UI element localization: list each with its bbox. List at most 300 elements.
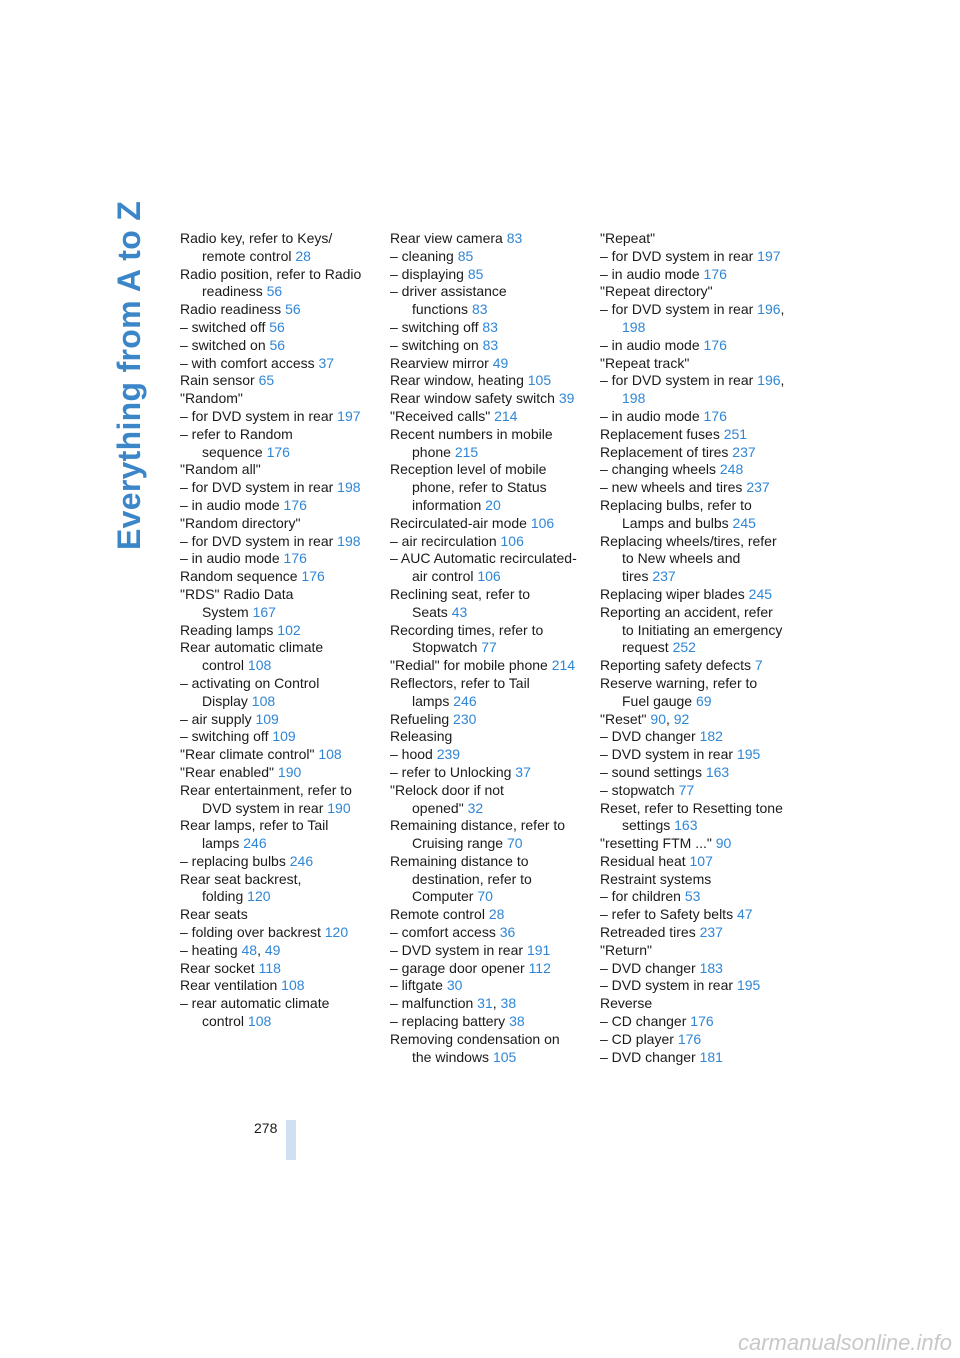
index-entry [600,604,788,657]
page-link[interactable]: 120 [324,924,349,941]
page-link[interactable]: 120 [247,888,271,905]
page-link[interactable]: 109 [272,728,296,745]
page-link[interactable]: 83 [482,318,498,335]
index-column-1 [180,230,368,1031]
page-link[interactable]: 196 [757,301,781,318]
index-entry-text: Remaining distance, refer to Cruising range [390,817,566,852]
index-entry-text: – DVD system in rear [390,941,524,958]
page-link[interactable]: 237 [699,924,723,941]
page-link[interactable]: 176 [283,550,307,567]
index-entry [180,728,368,746]
index-entry-text: – for DVD system in rear [600,247,754,264]
index-entry: – malfunction 31, 38 [390,995,517,1012]
index-entry [600,871,788,889]
page-link[interactable]: 102 [277,621,301,638]
page-link[interactable]: 197 [757,247,781,264]
page-link[interactable]: 77 [678,781,695,798]
index-entry-text: – DVD changer [600,959,696,976]
page-link[interactable]: 106 [477,568,501,585]
page-link[interactable]: 105 [492,1048,517,1065]
index-entry [180,764,368,782]
index-entry-text: "RDS" Radio Data System [180,585,294,620]
index-entry [390,942,578,960]
index-entry-text: "Repeat" [600,230,656,246]
index-entry-text: – DVD system in rear [600,746,734,763]
index-entry [390,426,578,462]
page-link[interactable]: 176 [301,568,325,585]
page-link[interactable]: 190 [277,763,302,780]
page-link[interactable]: 37 [318,354,335,371]
index-entry [180,319,368,337]
page-link[interactable]: 246 [243,835,267,852]
page-link[interactable]: 214 [551,657,576,674]
index-entry [390,817,578,853]
index-entry [180,960,368,978]
page-link[interactable]: 191 [526,941,551,958]
index-entry [600,426,788,444]
index-entry-text: – with comfort access [180,354,315,371]
page-link[interactable]: 198 [622,390,646,407]
index-entry [600,1049,788,1067]
page-link[interactable]: 36 [499,924,516,941]
index-entry [600,995,788,1013]
index-entry [180,586,368,622]
index-entry [180,301,368,319]
index-entry-text: – stopwatch [600,781,675,798]
index-entry-text: Replacing wheels/tires, refer to New wheels and tires [600,532,777,585]
page-link[interactable]: 176 [266,443,290,460]
page-number: 278 [254,1120,278,1136]
page-link[interactable]: 176 [703,336,727,353]
index-entry [390,977,578,995]
index-entry-text: – displaying [390,265,464,282]
page-link[interactable]: 251 [723,425,748,442]
index-entry-text: Retreaded tires [600,924,696,941]
index-entry [600,800,788,836]
page-link[interactable]: 176 [690,1013,714,1030]
page-link[interactable]: 106 [530,514,555,531]
page-link[interactable]: 38 [500,995,517,1012]
index-entry-text: Recording times, refer to Stopwatch [390,621,544,656]
page-link[interactable]: 77 [481,639,497,656]
index-entry [600,924,788,942]
index-entry-text: "Redial" for mobile phone [390,657,548,674]
index-entry-text: "Repeat track" [600,354,690,371]
index-entry-text: Rear window safety switch [390,390,555,407]
page-link[interactable]: 56 [269,318,285,335]
page-marker-bar [286,1120,296,1160]
index-entry-text: Refueling [390,710,450,727]
index-entry [390,337,578,355]
page-link[interactable]: 181 [699,1048,723,1065]
index-entry [600,977,788,995]
index-entry [600,960,788,978]
index-entry-text: Reading lamps [180,621,274,638]
index-entry-text: – refer to Random sequence [180,425,293,460]
page-link[interactable]: 195 [736,977,761,994]
page-link[interactable]: 245 [748,585,773,602]
index-entry [600,586,788,604]
page-link[interactable]: 108 [318,746,342,763]
index-entry [600,906,788,924]
index-entry [180,622,368,640]
index-entry-text: "Random" [180,390,243,407]
index-entry-text: "resetting FTM ..." [600,835,712,852]
index-entry-text: Reporting safety defects [600,657,751,674]
index-entry [390,372,578,390]
index-entry [180,924,368,942]
page-link[interactable]: 7 [754,657,763,674]
page-link[interactable]: 85 [457,247,474,264]
index-entry-text: – for DVD system in rear [600,372,754,389]
index-entry-text: – hood [390,746,433,763]
index-entry-text: – for DVD system in rear [600,301,754,318]
section-title: Everything from A to Z [111,200,147,550]
index-entry [600,888,788,906]
index-entry-text: "Return" [600,941,652,958]
index-entry [390,924,578,942]
page-link[interactable]: 106 [500,532,524,549]
index-entry [180,533,368,551]
index-entry [600,533,788,586]
index-entry-text: – rear automatic climate control [180,995,330,1030]
index-entry-text: Recent numbers in mobile phone [390,425,553,460]
page-link[interactable]: 118 [258,959,281,976]
index-entry [180,746,368,764]
index-entry: – heating 48, 49 [180,941,281,958]
page-link[interactable]: 252 [672,639,696,656]
page-link[interactable]: 176 [677,1030,702,1047]
page-link[interactable]: 108 [251,692,276,709]
page-link[interactable]: 176 [703,265,727,282]
index-entry [600,657,788,675]
index-entry-text: Remaining distance to destination, refer to Computer [390,852,532,905]
index-entry [180,675,368,711]
index-entry [180,355,368,373]
page-link[interactable]: 49 [264,941,281,958]
index-entry: – for DVD system in rear 196, 198 [600,301,785,335]
index-entry [390,533,578,551]
page-link[interactable]: 30 [446,977,463,994]
index-entry-text: – DVD system in rear [600,977,734,994]
index-entry-text: – in audio mode [180,550,280,567]
index-entry [390,550,578,586]
index-entry-text: – heating [180,941,238,958]
index-entry [600,355,788,373]
page-link[interactable]: 107 [689,852,713,869]
index-entry-text: Replacing wiper blades [600,585,745,602]
index-entry-text: Recirculated-air mode [390,514,527,531]
index-entry [390,960,578,978]
index-entry [390,853,578,906]
index-entry-text: Restraint systems [600,870,712,887]
index-entry-text: Residual heat [600,852,686,869]
index-entry [390,408,578,426]
index-entry-text: Rear seat backrest, folding [180,870,302,905]
page-link[interactable]: 214 [494,407,518,424]
index-entry-text: – for children [600,888,681,905]
page-link[interactable]: 182 [699,728,723,745]
index-entry-text: – switched off [180,318,266,335]
page-link[interactable]: 108 [247,1013,272,1030]
page-link[interactable]: 83 [506,230,523,246]
index-entry-text: Reflectors, refer to Tail lamps [390,674,530,709]
index-entry [180,390,368,408]
index-entry-text: – DVD changer [600,1048,696,1065]
index-entry-text: – liftgate [390,977,443,994]
index-entry-text: – refer to Unlocking [390,763,512,780]
index-entry [180,426,368,462]
index-entry [600,337,788,355]
index-entry [390,746,578,764]
index-entry-text: – cleaning [390,247,454,264]
page-link[interactable]: 237 [652,568,676,585]
page-link[interactable]: 70 [477,888,493,905]
page-link[interactable]: 39 [558,390,575,407]
index-entry-text: Rear view camera [390,230,503,246]
page-link[interactable]: 28 [488,906,505,923]
index-entry [390,711,578,729]
index-entry [600,728,788,746]
section-title-tab [106,200,152,550]
index-entry-text: – folding over backrest [180,924,321,941]
index-entry-text: – switching on [390,336,479,353]
index-entry-text: "Random directory" [180,514,301,531]
page-link[interactable]: 92 [673,710,690,727]
index-entry [180,711,368,729]
page-link[interactable]: 31 [477,995,493,1012]
index-entry [390,657,578,675]
index-entry [180,497,368,515]
index-entry-text: – comfort access [390,924,496,941]
index-entry [600,497,788,533]
index-entry-text: – in audio mode [600,336,700,353]
index-entry-text: "Reset" [600,710,647,727]
index-column-2 [390,230,578,1066]
index-entry-text: "Rear enabled" [180,763,275,780]
index-entry [180,568,368,586]
index-entry-text: – new wheels and tires [600,479,743,496]
index-entry-text: – switched on [180,336,266,353]
index-entry-text: Reporting an accident, refer to Initiating an emergency request [600,603,783,656]
page-link[interactable]: 198 [337,479,361,496]
page-link[interactable]: 197 [337,407,361,424]
index-entry [390,622,578,658]
page-link[interactable]: 163 [674,817,698,834]
page-link[interactable]: 190 [327,799,351,816]
page-link[interactable]: 248 [719,461,744,478]
page-link[interactable]: 246 [289,852,314,869]
page-link[interactable]: 85 [467,265,484,282]
index-entry-text: – AUC Automatic recirculated-air control [390,550,577,585]
page-link[interactable]: 198 [337,532,361,549]
index-entry [180,550,368,568]
index-entry [390,1013,578,1031]
index-entry [180,337,368,355]
index-entry [600,782,788,800]
index-entry [390,728,578,746]
page-link[interactable]: 176 [703,407,727,424]
page-link[interactable]: 245 [732,514,756,531]
index-entry [390,906,578,924]
page-link[interactable]: 215 [454,443,479,460]
index-entry-text: Rearview mirror [390,354,489,371]
page-link[interactable]: 90 [715,835,732,852]
page-link[interactable]: 38 [509,1013,525,1030]
page-link[interactable]: 48 [241,941,258,958]
page-link[interactable]: 37 [515,763,531,780]
index-entry-text: – CD player [600,1030,674,1047]
index-entry [390,230,578,248]
index-entry-text: – malfunction [390,995,474,1012]
index-entry [390,355,578,373]
index-entry: – for DVD system in rear 196, 198 [600,372,785,407]
page-link[interactable]: 43 [451,603,468,620]
page-link[interactable]: 28 [295,247,311,264]
page-link[interactable]: 195 [736,746,761,763]
page-link[interactable]: 239 [436,746,461,763]
index-entry-text: – sound settings [600,763,702,780]
page-link[interactable]: 49 [492,354,509,371]
index-entry-text: "Random all" [180,461,261,478]
page-link[interactable]: 47 [736,906,753,923]
index-entry [180,782,368,818]
index-entry [600,479,788,497]
index-entry [180,230,368,266]
index-entry-text: Replacement of tires [600,443,729,460]
index-entry-text: – air recirculation [390,532,497,549]
index-entry-text: Replacing bulbs, refer to Lamps and bulbs [600,496,752,531]
page-link[interactable]: 109 [255,710,279,727]
index-column-3 [600,230,788,1066]
index-entry-text: – in audio mode [600,407,700,424]
page-link[interactable]: 32 [467,799,484,816]
page-link[interactable]: 83 [471,301,488,318]
page-link[interactable]: 237 [746,479,770,496]
index-entry [390,266,578,284]
page-link[interactable]: 167 [252,603,276,620]
page-link[interactable]: 56 [269,336,286,353]
index-entry [180,266,368,302]
index-entry-text: Radio readiness [180,301,282,318]
index-entry-text: Random sequence [180,568,298,585]
index-entry [180,639,368,675]
index-entry [600,283,788,301]
index-entry [180,817,368,853]
index-entry [600,764,788,782]
index-entry-text: Reverse [600,995,653,1012]
index-entry [180,372,368,390]
index-entry [600,444,788,462]
page-link[interactable]: 69 [695,692,712,709]
index-entry-text: – garage door opener [390,959,525,976]
index-entry-text: Replacement fuses [600,425,720,442]
index-entry [600,746,788,764]
index-entry [180,995,368,1031]
page-link[interactable]: 163 [705,763,730,780]
index-entry [390,461,578,514]
page-link[interactable]: 83 [482,336,499,353]
index-entry-text: – CD changer [600,1013,687,1030]
index-entry: "Reset" 90, 92 [600,710,690,727]
index-entry-text: – refer to Safety belts [600,906,734,923]
index-entry-text: Rear window, heating [390,372,524,389]
page-link[interactable]: 108 [247,657,272,674]
index-entry-text: Radio position, refer to Radio readiness [180,265,362,300]
index-entry [390,1031,578,1067]
page-link[interactable]: 230 [453,710,477,727]
page-link[interactable]: 183 [699,959,723,976]
index-entry-text: Remote control [390,906,485,923]
index-entry [600,408,788,426]
page-link[interactable]: 176 [283,496,307,513]
index-entry-text: – replacing battery [390,1013,506,1030]
index-entry [180,906,368,924]
index-entry-text: – for DVD system in rear [180,479,334,496]
index-entry-text: Rear ventilation [180,977,278,994]
page-link[interactable]: 20 [485,496,501,513]
index-entry-text: Radio key, refer to Keys/ remote control [180,230,333,264]
watermark: carmanualsonline.info [737,1330,952,1355]
index-entry-text: "Repeat directory" [600,283,713,300]
index-entry-text: Removing condensation on the windows [390,1030,560,1065]
index-entry-text: Reception level of mobile phone, refer to Status information [390,461,547,513]
page-link[interactable]: 53 [684,888,701,905]
index-entry-text: Reclining seat, refer to Seats [390,585,531,620]
index-entry [600,835,788,853]
index-entry [600,675,788,711]
page-link[interactable]: 108 [281,977,305,994]
index-entry-text: – for DVD system in rear [180,407,334,424]
index-entry [180,461,368,479]
page-link[interactable]: 70 [506,835,523,852]
index-entry [390,675,578,711]
index-entry [600,1013,788,1031]
page-link[interactable]: 90 [650,710,666,727]
index-entry-text: Rear automatic climate control [180,639,324,674]
page-link[interactable]: 112 [528,959,551,976]
index-entry [600,230,788,248]
index-entry-text: – for DVD system in rear [180,532,334,549]
index-entry [180,871,368,907]
index-entry [600,942,788,960]
index-entry [600,266,788,284]
index-entry [390,248,578,266]
index-entry [390,390,578,408]
page-link[interactable]: 65 [258,372,275,389]
index-entry-text: "Rear climate control" [180,746,315,763]
page-link[interactable]: 56 [285,301,301,318]
index-entry [180,977,368,995]
index-entry [600,853,788,871]
index-entry [180,853,368,871]
page-link[interactable]: 105 [527,372,552,389]
index-entry-text: – switching off [390,318,479,335]
page-link[interactable]: 237 [732,443,756,460]
page-link[interactable]: 246 [453,692,477,709]
page-link[interactable]: 196 [757,372,781,389]
index-entry-text: – replacing bulbs [180,852,286,869]
index-entry [600,248,788,266]
index-entry [390,782,578,818]
index-entry-text: Rain sensor [180,372,255,389]
index-entry [180,408,368,426]
page-link[interactable]: 198 [622,318,646,335]
index-entry [600,1031,788,1049]
page-link[interactable]: 56 [266,283,283,300]
index-entry [390,515,578,533]
index-entry-text: Rear seats [180,906,248,923]
